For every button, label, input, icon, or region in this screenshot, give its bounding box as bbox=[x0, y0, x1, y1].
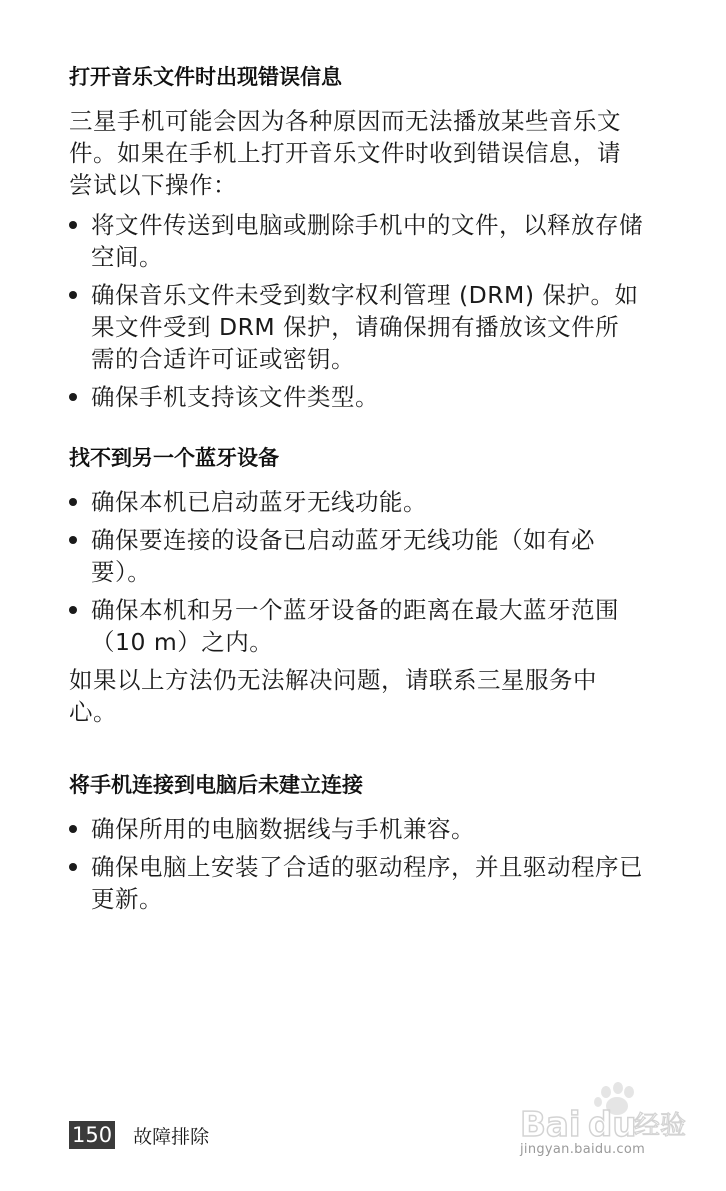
list-item-text: 确保本机和另一个蓝牙设备的距离在最大蓝牙范围（10 m）之内。 bbox=[91, 596, 619, 656]
chapter-title: 故障排除 bbox=[133, 1125, 210, 1148]
list-item bbox=[69, 209, 643, 273]
page-number: 150 bbox=[69, 1121, 115, 1149]
list-item-text: 确保手机支持该文件类型。 bbox=[91, 383, 379, 411]
bullet-list bbox=[69, 486, 643, 658]
list-item-text: 将文件传送到电脑或删除手机中的文件，以释放存储空间。 bbox=[91, 211, 643, 271]
list-item bbox=[69, 381, 643, 413]
bullet-icon bbox=[69, 536, 77, 544]
section-intro: 三星手机可能会因为各种原因而无法播放某些音乐文件。如果在手机上打开音乐文件时收到错误信息，请尝试以下操作： bbox=[69, 107, 621, 199]
page-content bbox=[69, 62, 649, 915]
list-item-text: 确保音乐文件未受到数字权利管理 (DRM) 保护。如果文件受到 DRM 保护，请确保拥有播放该文件所需的合适许可证或密钥。 bbox=[91, 281, 639, 373]
section-heading: 找不到另一个蓝牙设备 bbox=[69, 446, 279, 470]
list-item-text: 确保要连接的设备已启动蓝牙无线功能（如有必要）。 bbox=[91, 526, 595, 586]
list-item bbox=[69, 486, 643, 518]
list-item bbox=[69, 524, 643, 588]
svg-text:du: du bbox=[588, 1105, 637, 1145]
list-item bbox=[69, 279, 643, 375]
section-heading: 将手机连接到电脑后未建立连接 bbox=[69, 773, 363, 797]
bullet-icon bbox=[69, 606, 77, 614]
section-heading: 打开音乐文件时出现错误信息 bbox=[69, 65, 342, 89]
page-footer bbox=[69, 1120, 209, 1150]
bullet-icon bbox=[69, 221, 77, 229]
section-outro: 如果以上方法仍无法解决问题，请联系三星服务中心。 bbox=[69, 666, 597, 726]
bullet-icon bbox=[69, 291, 77, 299]
bullet-icon bbox=[69, 498, 77, 506]
watermark-logo-text: Bai bbox=[520, 1105, 581, 1145]
list-item bbox=[69, 851, 643, 915]
svg-text:经验: 经验 bbox=[634, 1111, 687, 1141]
list-item-text: 确保电脑上安装了合适的驱动程序，并且驱动程序已更新。 bbox=[91, 853, 643, 913]
bullet-list bbox=[69, 209, 643, 413]
watermark-url: jingyan.baidu.com bbox=[520, 1142, 646, 1157]
bullet-icon bbox=[69, 393, 77, 401]
list-item bbox=[69, 813, 643, 845]
bullet-icon bbox=[69, 825, 77, 833]
list-item bbox=[69, 594, 643, 658]
list-item-text: 确保所用的电脑数据线与手机兼容。 bbox=[91, 815, 475, 843]
bullet-list bbox=[69, 813, 643, 915]
list-item-text: 确保本机已启动蓝牙无线功能。 bbox=[91, 488, 427, 516]
bullet-icon bbox=[69, 863, 77, 871]
